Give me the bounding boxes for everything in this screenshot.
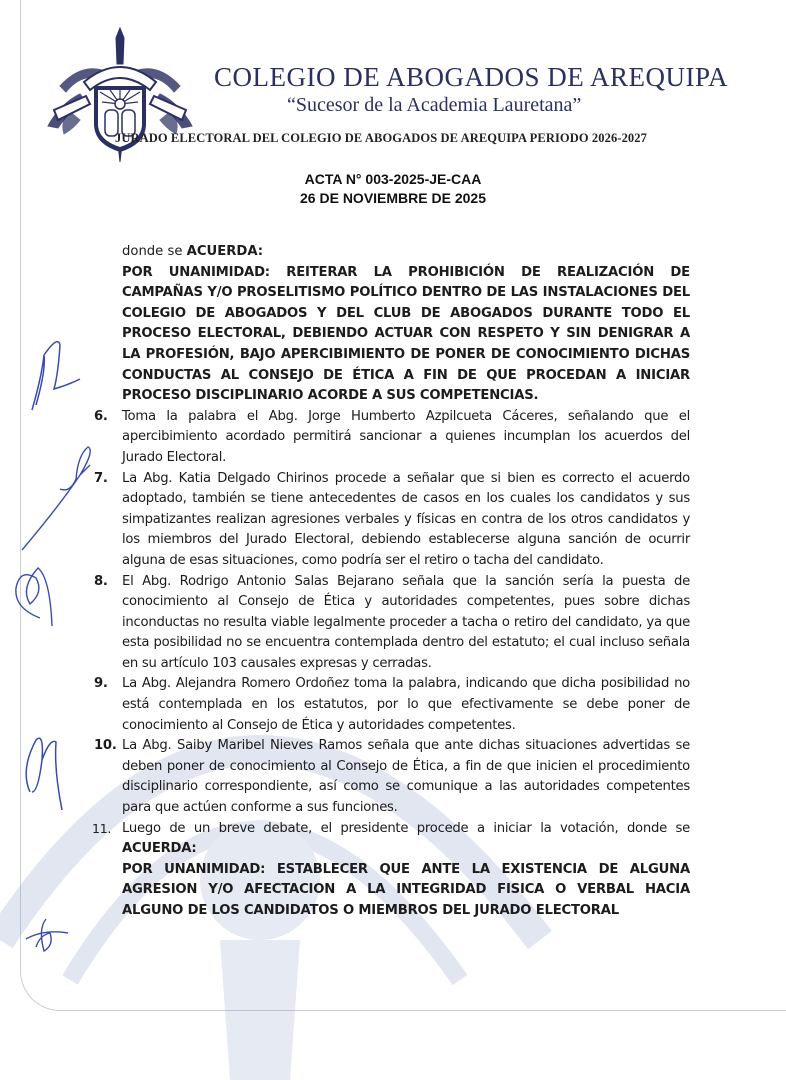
- item-acuerda: ACUERDA:: [122, 841, 197, 857]
- signature-initial-a-icon: [18, 730, 68, 810]
- acta-date: 26 DE NOVIEMBRE DE 2025: [300, 190, 486, 206]
- acta-heading: [0, 170, 786, 208]
- item-number: 9.: [94, 676, 108, 692]
- organization-subtitle: “Sucesor de la Academia Lauretana”: [287, 94, 582, 116]
- list-item-8: [94, 572, 690, 675]
- list-item-10: [94, 736, 690, 818]
- list-item-7: [94, 469, 690, 572]
- intro-prefix: donde se: [122, 244, 187, 259]
- item-text: El Abg. Rodrigo Antonio Salas Bejarano señala que la sanción sería la puesta de conocimiento al Consejo de Ética y autoridades competentes, pues sobre dichas inconductas no resulta viable legalmente proceder a tacha o retiro del candidato, ya que esta posibilidad no se encuentra contemplada dentro del estatuto; el cual incluso señala en su artículo 103 causales expresas y cerradas.: [122, 573, 690, 671]
- jurado-electoral-heading: JURADO ELECTORAL DEL COLEGIO DE ABOGADOS DE AREQUIPA PERIODO 2026-2027: [115, 131, 647, 145]
- signature-initial-r-icon: [28, 335, 88, 415]
- agreement-1: POR UNANIMIDAD: REITERAR LA PROHIBICIÓN DE REALIZACIÓN DE CAMPAÑAS Y/O PROSELITISMO POLÍTICO DENTRO DE LAS INSTALACIONES DEL COLEGIO DE ABOGADOS Y DEL CLUB DE ABOGADOS DURANTE TODO EL PROCESO ELECTORAL, DEBIENDO ACTUAR CON RESPETO Y SIN DENIGRAR A LA PROFESIÓN, BAJO APERCIBIMIENTO DE PONER DE CONOCIMIENTO DICHAS CONDUCTAS AL CONSEJO DE ÉTICA A FIN DE QUE PROCEDAN A INICIAR PROCESO DISCIPLINARIO ACORDE A SUS COMPETENCIAS.: [122, 264, 690, 404]
- agreement-2: POR UNANIMIDAD: ESTABLECER QUE ANTE LA EXISTENCIA DE ALGUNA AGRESION Y/O AFECTACION A LA INTEGRIDAD FISICA O VERBAL HACIA ALGUNO DE LOS CANDIDATOS O MIEMBROS DEL JURADO ELECTORAL: [122, 861, 690, 918]
- item-number: 6.: [94, 408, 108, 424]
- item-number: 10.: [94, 738, 117, 754]
- signature-flourish-icon: [24, 915, 72, 955]
- intro-line: [122, 242, 690, 263]
- item-text: La Abg. Saiby Maribel Nieves Ramos señala que ante dichas situaciones advertidas se deben poner de conocimiento al Consejo de Ética, a fin de que inicien el procedimiento disciplinario correspondiente, así como se comunique a las autoridades competentes para que actúen conforme a sus funciones.: [122, 738, 690, 816]
- signature-loop-icon: [10, 548, 60, 628]
- list-item-9: [94, 674, 690, 736]
- list-item-6: [94, 407, 690, 469]
- intro-acuerda: ACUERDA:: [186, 244, 264, 259]
- item-text: Toma la palabra el Abg. Jorge Humberto Azpilcueta Cáceres, señalando que el apercibimiento acordado permitirá sancionar a quienes incumplan los acuerdos del Jurado Electoral.: [122, 408, 690, 465]
- document-body: [92, 242, 690, 922]
- item-text: La Abg. Katia Delgado Chirinos procede a señalar que si bien es correcto el acuerdo adoptado, también se tiene antecedentes de casos en los cuales los candidatos y sus simpatizantes realizan agresiones verbales y físicas en contra de los otros candidatos y los miembros del Jurado Electoral, debiendo establecerse alguna sanción de ocurrir alguna de esas situaciones, como podría ser el retiro o tacha del candidato.: [122, 470, 690, 568]
- item-number: 11.: [92, 820, 112, 836]
- item-text: Luego de un breve debate, el presidente procede a iniciar la votación, donde se: [122, 820, 690, 836]
- item-number: 7.: [94, 470, 108, 486]
- acta-number: ACTA N° 003-2025-JE-CAA: [304, 171, 482, 187]
- signature-initial-f-icon: [20, 445, 100, 555]
- list-item-11: [92, 819, 690, 860]
- organization-title: COLEGIO DE ABOGADOS DE AREQUIPA: [214, 62, 729, 92]
- item-number: 8.: [94, 573, 108, 589]
- item-text: La Abg. Alejandra Romero Ordoñez toma la palabra, indicando que dicha posibilidad no está contemplada en los estatutos, por lo que efectivamente se debe poner de conocimiento al Consejo de Ética y autoridades competentes.: [122, 676, 690, 733]
